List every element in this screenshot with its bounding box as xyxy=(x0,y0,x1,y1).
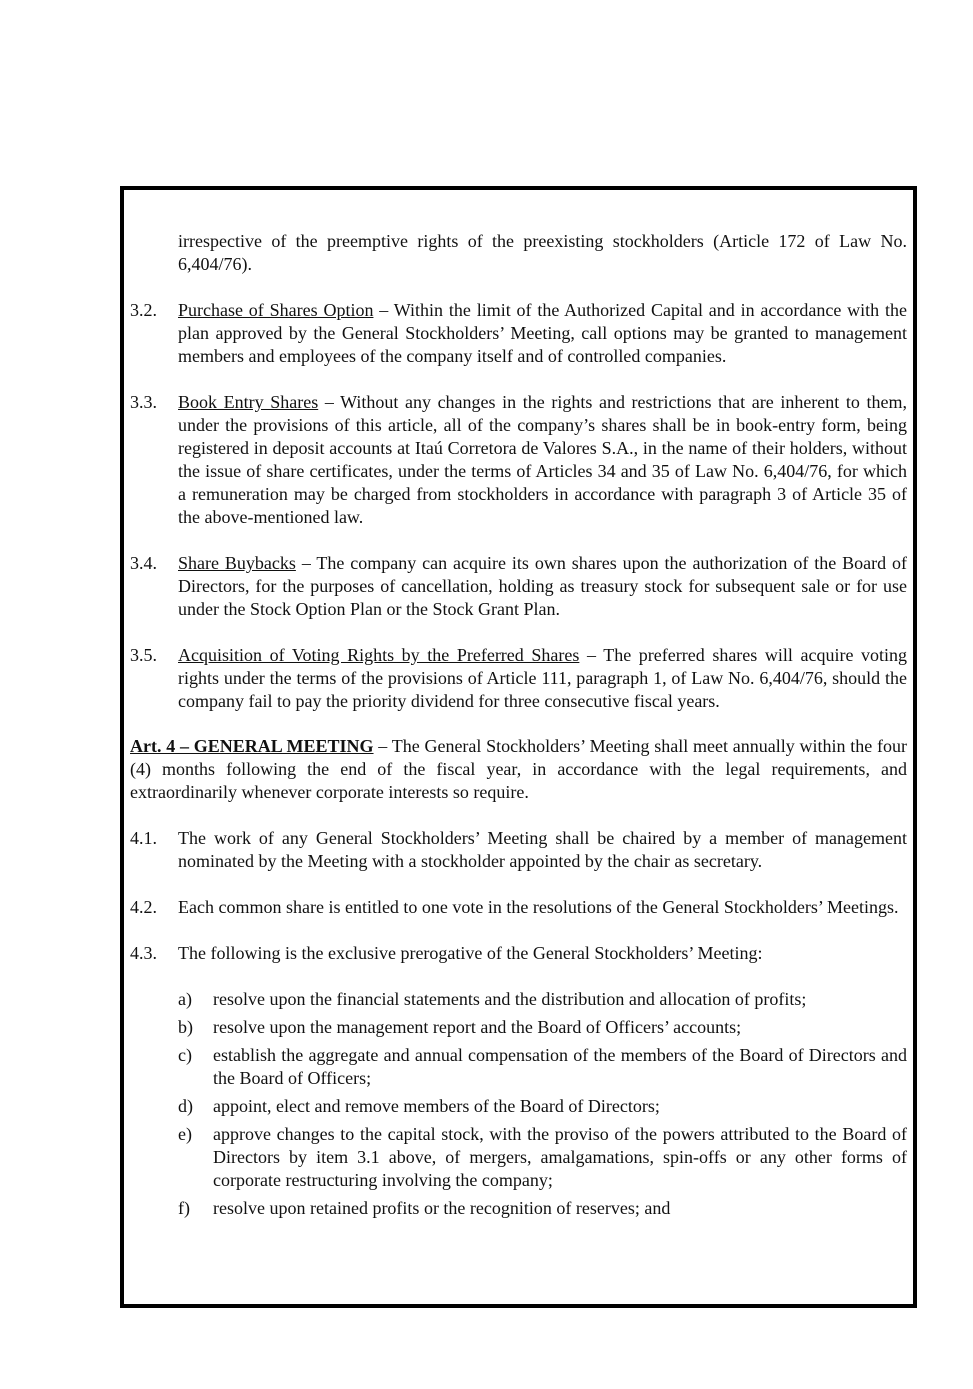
item-heading: Purchase of Shares Option xyxy=(178,300,374,320)
item-text: The work of any General Stockholders’ Meeting shall be chaired by a member of management nominated by the Meeting with a stockholder appointed by the chair as secretary. xyxy=(178,828,907,871)
list-item xyxy=(178,1197,907,1220)
item-4-1 xyxy=(130,827,907,873)
list-item xyxy=(178,1123,907,1192)
item-text: Each common share is entitled to one vote in the resolutions of the General Stockholders’ Meetings. xyxy=(178,897,899,917)
item-4-3 xyxy=(130,942,907,965)
item-text: – Without any changes in the rights and restrictions that are inherent to them, under the provisions of this article, all of the company’s shares shall be in book-entry form, being registered in deposit accounts at Itaú Corretora de Valores S.A., in the name of their holders, without the issue of share certificates, under the terms of Articles 34 and 35 of Law No. 6,404/76, for which a remuneration may be charged from stockholders in accordance with paragraph 3 of Article 35 of the above-mentioned law. xyxy=(178,392,907,527)
list-item-letter: c) xyxy=(178,1045,192,1065)
item-heading: Acquisition of Voting Rights by the Preferred Shares xyxy=(178,645,580,665)
list-item-letter: e) xyxy=(178,1124,192,1144)
item-text: – The preferred shares will acquire voting rights under the terms of the provisions of Article 111, paragraph 1, of Law No. 6,404/76, should the company fail to pay the priority dividend for three consecutive fiscal years. xyxy=(178,645,908,711)
list-item-text: approve changes to the capital stock, with the proviso of the powers attributed to the Board of Directors by item 3.1 above, of mergers, amalgamations, spin-offs or any other forms of corporate restructuring involving the company; xyxy=(213,1124,907,1190)
item-number: 3.4. xyxy=(130,553,157,573)
list-item-text: resolve upon the financial statements and the distribution and allocation of profits; xyxy=(213,989,807,1009)
article-title: Art. 4 – GENERAL MEETING xyxy=(130,736,374,756)
item-3-4 xyxy=(130,552,907,621)
item-text: – Within the limit of the Authorized Capital and in accordance with the plan approved by the General Stockholders’ Meeting, call options may be granted to management members and employees of the company itself and of controlled companies. xyxy=(178,300,907,366)
continuation-text: irrespective of the preemptive rights of the preexisting stockholders (Article 172 of Law No. 6,404/76). xyxy=(178,231,907,274)
list-item xyxy=(178,1044,907,1090)
list-item-text: establish the aggregate and annual compensation of the members of the Board of Directors and the Board of Officers; xyxy=(213,1045,907,1088)
item-4-2 xyxy=(130,896,907,919)
list-item xyxy=(178,1095,907,1118)
document-content xyxy=(130,230,907,1225)
list-item-letter: a) xyxy=(178,989,192,1009)
prerogative-list xyxy=(178,988,907,1220)
list-item-text: resolve upon the management report and the Board of Officers’ accounts; xyxy=(213,1017,742,1037)
document-frame xyxy=(120,186,917,1308)
article-4-paragraph xyxy=(130,735,907,804)
item-number: 3.2. xyxy=(130,300,157,320)
list-item-text: appoint, elect and remove members of the Board of Directors; xyxy=(213,1096,660,1116)
continuation-paragraph xyxy=(178,230,907,276)
item-3-5 xyxy=(130,644,907,713)
list-item-text: resolve upon retained profits or the recognition of reserves; and xyxy=(213,1198,671,1218)
item-heading: Share Buybacks xyxy=(178,553,296,573)
item-number: 3.3. xyxy=(130,392,157,412)
item-number: 4.3. xyxy=(130,943,157,963)
item-3-2 xyxy=(130,299,907,368)
list-item xyxy=(178,988,907,1011)
list-item-letter: b) xyxy=(178,1017,193,1037)
list-item-letter: f) xyxy=(178,1198,190,1218)
item-text: The following is the exclusive prerogative of the General Stockholders’ Meeting: xyxy=(178,943,763,963)
item-number: 4.1. xyxy=(130,828,157,848)
item-number: 4.2. xyxy=(130,897,157,917)
list-item-letter: d) xyxy=(178,1096,193,1116)
article-text: – The General Stockholders’ Meeting shall meet annually within the four (4) months following the end of the fiscal year, in accordance with the legal requirements, and extraordinarily whenever corporate interests so require. xyxy=(130,736,907,802)
item-heading: Book Entry Shares xyxy=(178,392,319,412)
item-3-3 xyxy=(130,391,907,529)
item-text: – The company can acquire its own shares upon the authorization of the Board of Directors, for the purposes of cancellation, holding as treasury stock for subsequent sale or for use under the Stock Option Plan or the Stock Grant Plan. xyxy=(178,553,908,619)
list-item xyxy=(178,1016,907,1039)
item-number: 3.5. xyxy=(130,645,157,665)
